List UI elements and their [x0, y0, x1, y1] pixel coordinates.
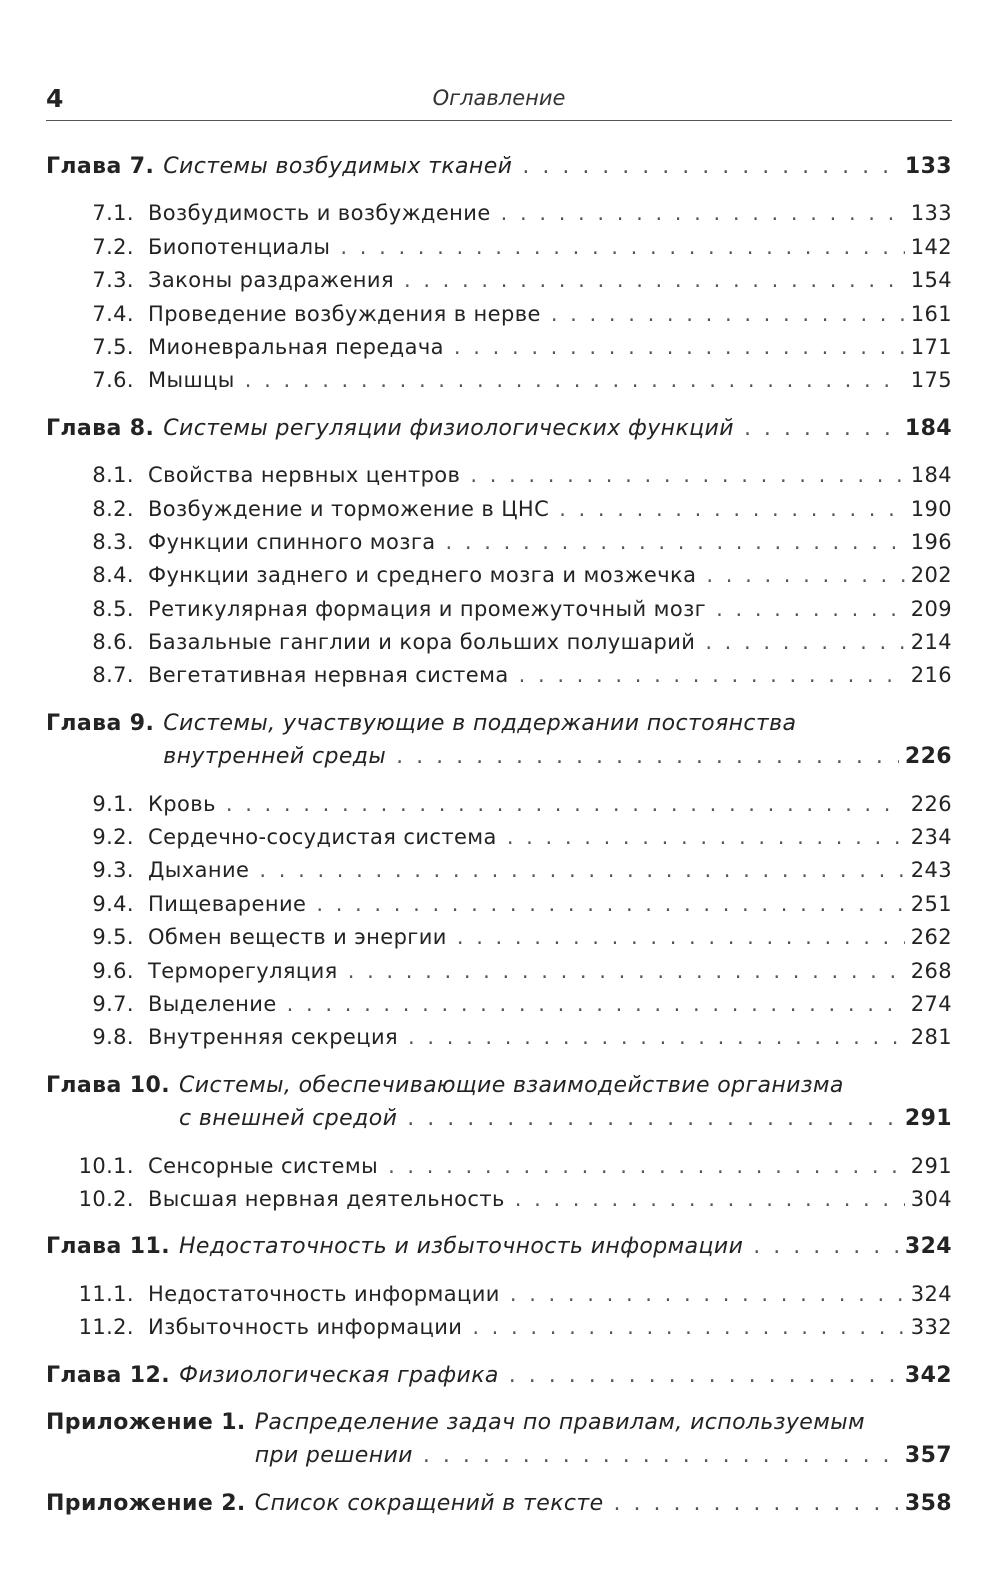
- page-ref: 190: [910, 496, 952, 521]
- section-title: Биопотенциалы: [148, 234, 331, 259]
- dot-leader: [522, 150, 899, 183]
- section-number: 7.4.: [92, 301, 134, 326]
- section-number: 7.1.: [92, 201, 134, 226]
- page-ref: 171: [910, 334, 952, 359]
- chapter-title: Системы, обеспечивающие взаимодействие организма: [178, 1072, 844, 1098]
- dot-leader: [245, 364, 905, 397]
- dot-leader: [457, 921, 905, 954]
- page-ref: 268: [910, 958, 952, 983]
- section-number: 10.2.: [78, 1186, 134, 1211]
- dot-leader: [510, 1278, 905, 1311]
- page-ref: 142: [910, 234, 952, 259]
- toc-section-row[interactable]: [46, 988, 952, 1021]
- chapter-label: Глава 11.: [46, 1234, 170, 1260]
- page-ref: 161: [910, 301, 952, 326]
- chapter-title: Системы возбудимых тканей: [163, 154, 513, 179]
- dot-leader: [501, 197, 905, 230]
- section-title: Возбуждение и торможение в ЦНС: [148, 496, 550, 521]
- page-ref: 216: [910, 663, 952, 688]
- dot-leader: [559, 493, 905, 526]
- dot-leader: [226, 788, 905, 821]
- section-title: Недостаточность информации: [148, 1281, 500, 1306]
- page-ref: 357: [904, 1443, 952, 1469]
- section-title: Законы раздражения: [148, 268, 394, 293]
- dot-leader: [470, 459, 904, 492]
- toc-section-row[interactable]: [46, 821, 952, 854]
- page-ref: 281: [910, 1025, 952, 1050]
- section-title: Проведение возбуждения в нерве: [148, 301, 541, 326]
- chapter-title: Системы, участвующие в поддержании постоянства: [163, 710, 797, 736]
- page-ref: 332: [910, 1315, 952, 1340]
- section-title: Сенсорные системы: [148, 1153, 379, 1178]
- page-ref: 226: [910, 791, 952, 816]
- section-number: 8.1.: [92, 463, 134, 488]
- section-number: 8.7.: [92, 663, 134, 688]
- toc-chapter-row[interactable]: [46, 1359, 952, 1392]
- toc-section-row[interactable]: [46, 364, 952, 397]
- section-title: Высшая нервная деятельность: [148, 1186, 505, 1211]
- dot-leader: [519, 659, 905, 692]
- chapter-title-cont: внутренней среды: [163, 744, 387, 770]
- chapter-label: Глава 10.: [46, 1072, 170, 1098]
- page-ref: 324: [904, 1234, 952, 1260]
- section-number: 9.6.: [92, 958, 134, 983]
- page-ref: 291: [910, 1153, 952, 1178]
- dot-leader: [509, 1359, 899, 1392]
- toc-section-row[interactable]: [46, 1021, 952, 1054]
- section-number: 11.2.: [78, 1315, 134, 1340]
- page-ref: 226: [904, 744, 952, 770]
- dot-leader: [316, 888, 904, 921]
- section-title: Избыточность информации: [148, 1315, 463, 1340]
- page-ref: 304: [910, 1186, 952, 1211]
- toc-section-row[interactable]: [46, 493, 952, 526]
- section-number: 7.2.: [92, 234, 134, 259]
- page-ref: 214: [910, 630, 952, 655]
- page-ref: 133: [904, 154, 952, 179]
- page-ref: 202: [910, 563, 952, 588]
- section-title: Ретикулярная формация и промежуточный мозг: [148, 596, 707, 621]
- dot-leader: [340, 231, 904, 264]
- toc-chapter-row[interactable]: [46, 150, 952, 183]
- dot-leader: [515, 1183, 905, 1216]
- toc-chapter-row-cont[interactable]: [46, 1439, 952, 1472]
- chapter-label: Приложение 2.: [46, 1490, 246, 1516]
- section-title: Базальные ганглии и кора больших полушарий: [148, 630, 696, 655]
- section-number: 10.1.: [78, 1153, 134, 1178]
- toc-section-row[interactable]: [46, 459, 952, 492]
- dot-leader: [705, 626, 904, 659]
- section-title: Внутренняя секреция: [148, 1025, 399, 1050]
- page-ref: 196: [910, 529, 952, 554]
- dot-leader: [507, 821, 905, 854]
- section-number: 9.5.: [92, 925, 134, 950]
- section-title: Вегетативная нервная система: [148, 663, 509, 688]
- chapter-title: Системы регуляции физиологических функций: [163, 415, 734, 441]
- section-title: Возбудимость и возбуждение: [148, 201, 491, 226]
- toc-section-row[interactable]: [46, 526, 952, 559]
- dot-leader: [446, 526, 905, 559]
- section-title: Выделение: [148, 991, 277, 1016]
- toc-section-row[interactable]: [46, 298, 952, 331]
- chapter-title-cont: при решении: [254, 1443, 413, 1469]
- dot-leader: [423, 1439, 899, 1472]
- toc-section-row[interactable]: [46, 1278, 952, 1311]
- dot-leader: [472, 1311, 904, 1344]
- running-title: Оглавление: [432, 86, 566, 110]
- toc-chapter-row[interactable]: [46, 412, 952, 445]
- page-ref: 274: [910, 991, 952, 1016]
- section-title: Функции заднего и среднего мозга и мозжечка: [148, 563, 697, 588]
- chapter-title: Недостаточность и избыточность информации: [178, 1234, 744, 1260]
- section-title: Функции спинного мозга: [148, 529, 436, 554]
- dot-leader: [404, 264, 905, 297]
- toc-section-row[interactable]: [46, 231, 952, 264]
- page-ref: 324: [910, 1281, 952, 1306]
- section-title: Кровь: [148, 791, 216, 816]
- toc-section-row[interactable]: [46, 659, 952, 692]
- section-number: 8.4.: [92, 563, 134, 588]
- section-number: 9.3.: [92, 858, 134, 883]
- section-title: Свойства нервных центров: [148, 463, 461, 488]
- toc-section-row[interactable]: [46, 331, 952, 364]
- toc-section-row[interactable]: [46, 197, 952, 230]
- page-ref: 358: [904, 1490, 952, 1516]
- table-of-contents: [46, 150, 952, 1520]
- section-number: 7.6.: [92, 368, 134, 393]
- chapter-label: Глава 12.: [46, 1362, 170, 1388]
- page-ref: 184: [904, 415, 952, 441]
- toc-section-row[interactable]: [46, 854, 952, 887]
- toc-section-row[interactable]: [46, 921, 952, 954]
- section-title: Сердечно-сосудистая система: [148, 825, 497, 850]
- toc-chapter-row[interactable]: [46, 1230, 952, 1263]
- dot-leader: [408, 1021, 905, 1054]
- page-header: [46, 78, 952, 121]
- toc-chapter-row[interactable]: [46, 1406, 952, 1439]
- toc-section-row[interactable]: [46, 1311, 952, 1344]
- page-ref: 209: [910, 596, 952, 621]
- toc-chapter-row-cont[interactable]: [46, 740, 952, 773]
- section-number: 8.2.: [92, 496, 134, 521]
- toc-section-row[interactable]: [46, 955, 952, 988]
- dot-leader: [407, 1102, 899, 1135]
- chapter-label: Глава 7.: [46, 154, 155, 179]
- chapter-title-cont: с внешней средой: [178, 1106, 398, 1132]
- page-ref: 234: [910, 825, 952, 850]
- section-number: 9.1.: [92, 791, 134, 816]
- section-title: Пищеварение: [148, 891, 307, 916]
- dot-leader: [348, 955, 905, 988]
- section-number: 7.5.: [92, 334, 134, 359]
- section-title: Дыхание: [148, 858, 250, 883]
- dot-leader: [388, 1150, 905, 1183]
- page-ref: 262: [910, 925, 952, 950]
- page-ref: 175: [910, 368, 952, 393]
- chapter-label: Глава 8.: [46, 415, 155, 441]
- dot-leader: [614, 1487, 899, 1520]
- toc-section-row[interactable]: [46, 264, 952, 297]
- chapter-title: Распределение задач по правилам, используемым: [254, 1409, 865, 1435]
- page-ref: 342: [904, 1362, 952, 1388]
- section-number: 9.4.: [92, 891, 134, 916]
- toc-section-row[interactable]: [46, 1183, 952, 1216]
- dot-leader: [744, 412, 899, 445]
- dot-leader: [706, 559, 904, 592]
- toc-section-row[interactable]: [46, 559, 952, 592]
- page-number: 4: [46, 84, 64, 113]
- section-number: 8.3.: [92, 529, 134, 554]
- dot-leader: [753, 1230, 899, 1263]
- toc-section-row[interactable]: [46, 593, 952, 626]
- page-ref: 184: [910, 463, 952, 488]
- page-ref: 291: [904, 1106, 952, 1132]
- toc-chapter-row[interactable]: [46, 1487, 952, 1520]
- dot-leader: [454, 331, 905, 364]
- section-title: Мышцы: [148, 368, 235, 393]
- chapter-title: Физиологическая графика: [178, 1362, 499, 1388]
- section-number: 7.3.: [92, 268, 134, 293]
- section-number: 11.1.: [78, 1281, 134, 1306]
- dot-leader: [259, 854, 904, 887]
- toc-section-row[interactable]: [46, 1150, 952, 1183]
- toc-section-row[interactable]: [46, 888, 952, 921]
- toc-chapter-row[interactable]: [46, 1069, 952, 1102]
- section-number: 9.7.: [92, 991, 134, 1016]
- page-ref: 251: [910, 891, 952, 916]
- toc-chapter-row[interactable]: [46, 707, 952, 740]
- toc-section-row[interactable]: [46, 626, 952, 659]
- section-number: 9.2.: [92, 825, 134, 850]
- dot-leader: [287, 988, 905, 1021]
- section-number: 8.5.: [92, 596, 134, 621]
- dot-leader: [716, 593, 905, 626]
- chapter-title: Список сокращений в тексте: [254, 1490, 604, 1516]
- toc-section-row[interactable]: [46, 788, 952, 821]
- chapter-label: Приложение 1.: [46, 1409, 246, 1435]
- section-title: Обмен веществ и энергии: [148, 925, 447, 950]
- page-ref: 243: [910, 858, 952, 883]
- dot-leader: [396, 740, 899, 773]
- chapter-label: Глава 9.: [46, 710, 155, 736]
- page-ref: 133: [910, 201, 952, 226]
- section-title: Мионевральная передача: [148, 334, 444, 359]
- toc-chapter-row-cont[interactable]: [46, 1102, 952, 1135]
- page-ref: 154: [910, 268, 952, 293]
- dot-leader: [551, 298, 905, 331]
- section-number: 9.8.: [92, 1025, 134, 1050]
- section-title: Терморегуляция: [148, 958, 338, 983]
- section-number: 8.6.: [92, 630, 134, 655]
